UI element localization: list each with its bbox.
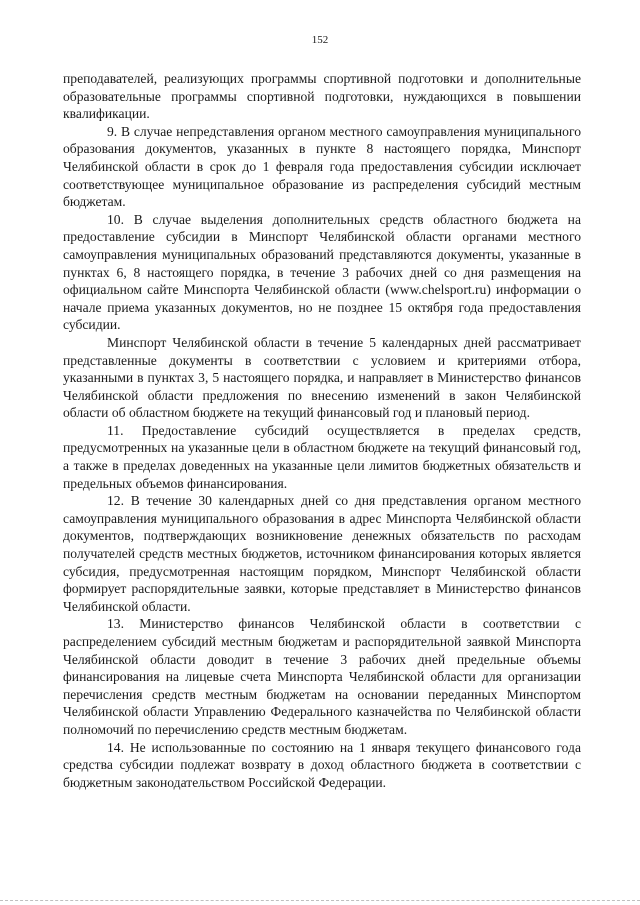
document-body: [63, 70, 581, 791]
paragraph-12: 12. В течение 30 календарных дней со дня представления органом местного самоуправления муниципального образования в адрес Минспорта Челябинской области документов, подтверждающих возникновение денежных обязательств по расходам получателей средств местных бюджетов, источником финансирования которых является субсидия, предусмотренная настоящим порядком, Минспорт Челябинской области формирует распорядительные заявки, которые представляет в Министерство финансов Челябинской области.: [63, 493, 581, 614]
page-number: 152: [311, 34, 329, 46]
paragraph-10: 10. В случае выделения дополнительных средств областного бюджета на предоставление субсидии в Минспорт Челябинской области органами местного самоуправления муниципальных образований представляются документы, указанные в пунктах 6, 8 настоящего порядка, в течение 3 рабочих дней со дня размещения на официальном сайте Минспорта Челябинской области (www.chelsport.ru) информации о начале приема указанных документов, но не позднее 15 октября года предоставления субсидии.: [63, 211, 581, 333]
paragraph-13: 13. Министерство финансов Челябинской области в соответствии с распределением субсидий местным бюджетам и распорядительной заявкой Минспорта Челябинской области доводит в течение 3 рабочих дней предельные объемы финансирования на лицевые счета Минспорта Челябинской области для организации перечисления средств местным бюджетам на основании переданных Минспортом Челябинской области Управлению Федерального казначейства по Челябинской области полномочий по перечислению средств местным бюджетам.: [63, 616, 581, 737]
paragraph-9: 9. В случае непредставления органом местного самоуправления муниципального образования документов, указанных в пункте 8 настоящего порядка, Минспорт Челябинской области в срок до 1 февраля года предоставления субсидии исключает соответствующее муниципальное образование из распределения субсидий местным бюджетам.: [63, 123, 581, 210]
page-bottom-edge: [0, 900, 640, 901]
paragraph-11: 11. Предоставление субсидий осуществляется в пределах средств, предусмотренных на указанные цели в областном бюджете на текущий финансовый год, а также в пределах доведенных на указанные цели лимитов бюджетных обязательств и предельных объемов финансирования.: [63, 422, 581, 491]
paragraph-continuation: преподавателей, реализующих программы спортивной подготовки и дополнительные образовательные программы спортивной подготовки, нуждающихся в повышении квалификации.: [63, 71, 581, 122]
paragraph-10-review: Минспорт Челябинской области в течение 5 календарных дней рассматривает представленные документы в соответствии с условием и критериями отбора, указанными в пунктах 3, 5 настоящего порядка, и направляет в Министерство финансов Челябинской области предложения по внесению изменений в закон Челябинской области об областном бюджете на текущий финансовый год и плановый период.: [63, 334, 581, 421]
paragraph-14: 14. Не использованные по состоянию на 1 января текущего финансового года средства субсидии подлежат возврату в доход областного бюджета в соответствии с бюджетным законодательством Российской Федерации.: [63, 739, 581, 790]
